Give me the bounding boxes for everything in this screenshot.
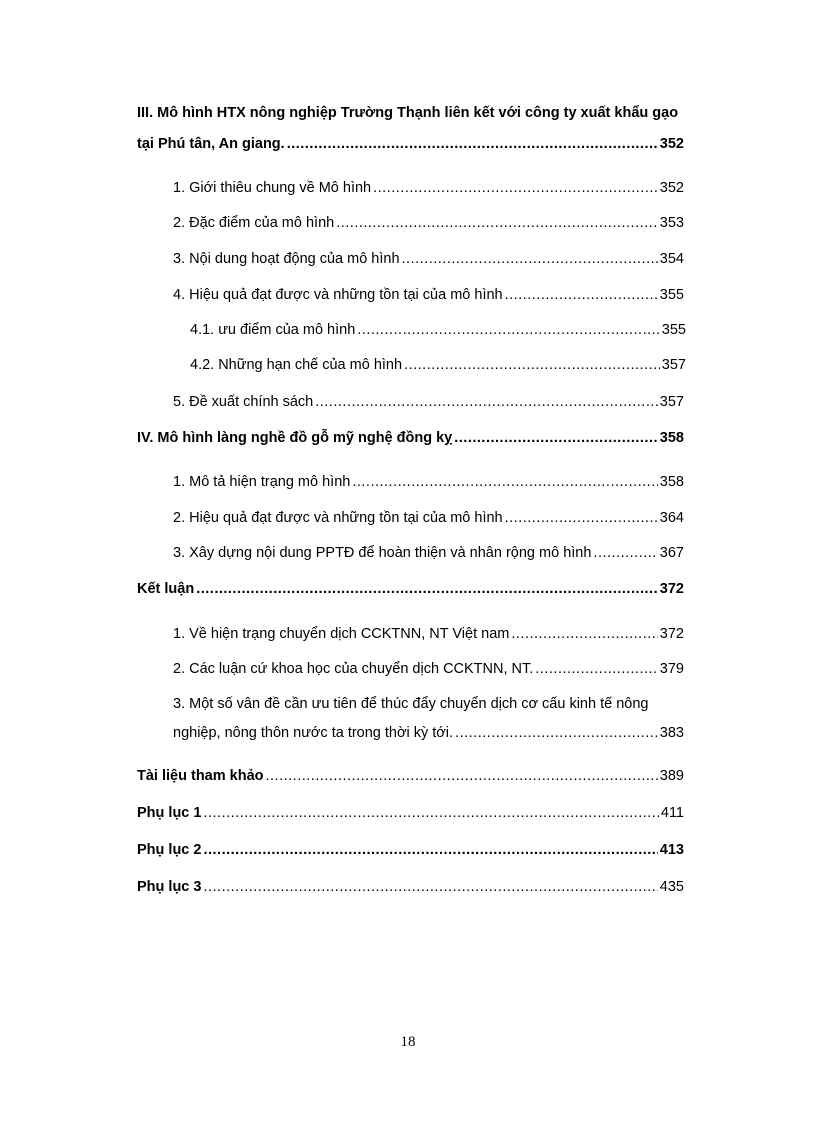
- toc-page-number: 357: [659, 394, 684, 410]
- toc-entry-ket-luan-2[interactable]: [173, 659, 684, 679]
- toc-page-number: 372: [659, 626, 684, 642]
- toc-entry-iii-4-1[interactable]: [190, 320, 686, 340]
- dot-leader: [336, 213, 658, 233]
- toc-entry-ket-luan-3[interactable]: [173, 723, 684, 743]
- toc-label: Phụ lục 3: [137, 879, 202, 895]
- toc-label: 2. Hiệu quả đạt được và những tồn tại của mô hình: [173, 510, 503, 526]
- dot-leader: [315, 392, 658, 412]
- toc-page-number: 352: [659, 136, 684, 152]
- dot-leader: [352, 472, 657, 492]
- toc-page-number: 358: [659, 430, 684, 446]
- toc-entry-section-iv[interactable]: [137, 428, 684, 448]
- dot-leader: [455, 723, 658, 743]
- toc-page-number: 379: [659, 661, 684, 677]
- toc-label: 3. Nội dung hoạt động của mô hình: [173, 251, 400, 267]
- toc-label: 2. Các luận cứ khoa học của chuyển dịch CCKTNN, NT.: [173, 661, 534, 677]
- dot-leader: [402, 249, 658, 269]
- toc-label: nghiệp, nông thôn nước ta trong thời kỳ tới.: [173, 725, 454, 741]
- toc-label: 4.2. Những hạn chế của mô hình: [190, 357, 403, 373]
- toc-page-number: 353: [659, 215, 684, 231]
- toc-page-number: 383: [659, 725, 684, 741]
- toc-page-number: 435: [659, 879, 684, 895]
- toc-label: 4.1. ưu điểm của mô hình: [190, 322, 356, 338]
- toc-label: tại Phú tân, An giang.: [137, 136, 285, 152]
- toc-entry-iii-4[interactable]: [173, 285, 684, 305]
- toc-label: Phụ lục 1: [137, 805, 202, 821]
- toc-label: IV. Mô hình làng nghề đồ gỗ mỹ nghệ đồng kỵ: [137, 430, 453, 446]
- toc-entry-iii-1[interactable]: [173, 178, 684, 198]
- toc-label: 1. Về hiện trạng chuyển dịch CCKTNN, NT Việt nam: [173, 626, 510, 642]
- toc-page-number: 355: [659, 287, 684, 303]
- toc-label: Kết luận: [137, 581, 195, 597]
- toc-label: 4. Hiệu quả đạt được và những tồn tại của mô hình: [173, 287, 503, 303]
- toc-entry-phu-luc-3[interactable]: [137, 877, 684, 897]
- toc-label: 5. Đề xuất chính sách: [173, 394, 314, 410]
- toc-entry-ket-luan[interactable]: [137, 579, 684, 599]
- toc-label: 1. Mô tả hiện trạng mô hình: [173, 474, 351, 490]
- toc-page-number: 413: [659, 842, 684, 858]
- dot-leader: [203, 877, 657, 897]
- toc-entry-phu-luc-1[interactable]: [137, 803, 684, 823]
- toc-label: 2. Đặc điểm của mô hình: [173, 215, 335, 231]
- dot-leader: [266, 766, 658, 786]
- toc-page-number: 354: [659, 251, 684, 267]
- toc-page-number: 358: [659, 474, 684, 490]
- dot-leader: [357, 320, 660, 340]
- toc-entry-iii-3[interactable]: [173, 249, 684, 269]
- toc-page-number: 352: [659, 180, 684, 196]
- dot-leader: [203, 840, 657, 860]
- toc-entry-ket-luan-3-line1: 3. Một số vân đề cần ưu tiên để thúc đẩy chuyển dịch cơ cấu kinh tế nông: [173, 696, 649, 712]
- toc-label: Tài liệu tham khảo: [137, 768, 264, 784]
- toc-entry-iv-2[interactable]: [173, 508, 684, 528]
- dot-leader: [203, 803, 658, 823]
- toc-entry-tai-lieu[interactable]: [137, 766, 684, 786]
- toc-page-number: 411: [660, 805, 684, 821]
- toc-page-number: 389: [659, 768, 684, 784]
- dot-leader: [593, 543, 657, 563]
- toc-page-number: 355: [661, 322, 686, 338]
- dot-leader: [535, 659, 658, 679]
- toc-entry-phu-luc-2[interactable]: [137, 840, 684, 860]
- dot-leader: [454, 428, 658, 448]
- toc-entry-iv-3[interactable]: [173, 543, 684, 563]
- toc-entry-ket-luan-1[interactable]: [173, 624, 684, 644]
- dot-leader: [511, 624, 657, 644]
- dot-leader: [373, 178, 658, 198]
- toc-page-number: 357: [661, 357, 686, 373]
- dot-leader: [505, 285, 658, 305]
- dot-leader: [404, 355, 660, 375]
- toc-page-number: 372: [659, 581, 684, 597]
- toc-entry-iii-2[interactable]: [173, 213, 684, 233]
- dot-leader: [196, 579, 658, 599]
- section-iii-title-line1: III. Mô hình HTX nông nghiệp Trường Thạnh liên kết với công ty xuất khẩu gạo: [137, 105, 679, 121]
- toc-entry-iv-1[interactable]: [173, 472, 684, 492]
- toc-entry-section-iii[interactable]: [137, 134, 684, 154]
- toc-label: 3. Xây dựng nội dung PPTĐ để hoàn thiện và nhân rộng mô hình: [173, 545, 592, 561]
- dot-leader: [505, 508, 658, 528]
- toc-page-number: 364: [659, 510, 684, 526]
- toc-label: 1. Giới thiêu chung về Mô hình: [173, 180, 372, 196]
- toc-entry-iii-4-2[interactable]: [190, 355, 686, 375]
- dot-leader: [287, 134, 658, 154]
- toc-page-number: 367: [659, 545, 684, 561]
- toc-entry-iii-5[interactable]: [173, 392, 684, 412]
- toc-label: Phụ lục 2: [137, 842, 202, 858]
- page-number: 18: [400, 1034, 416, 1050]
